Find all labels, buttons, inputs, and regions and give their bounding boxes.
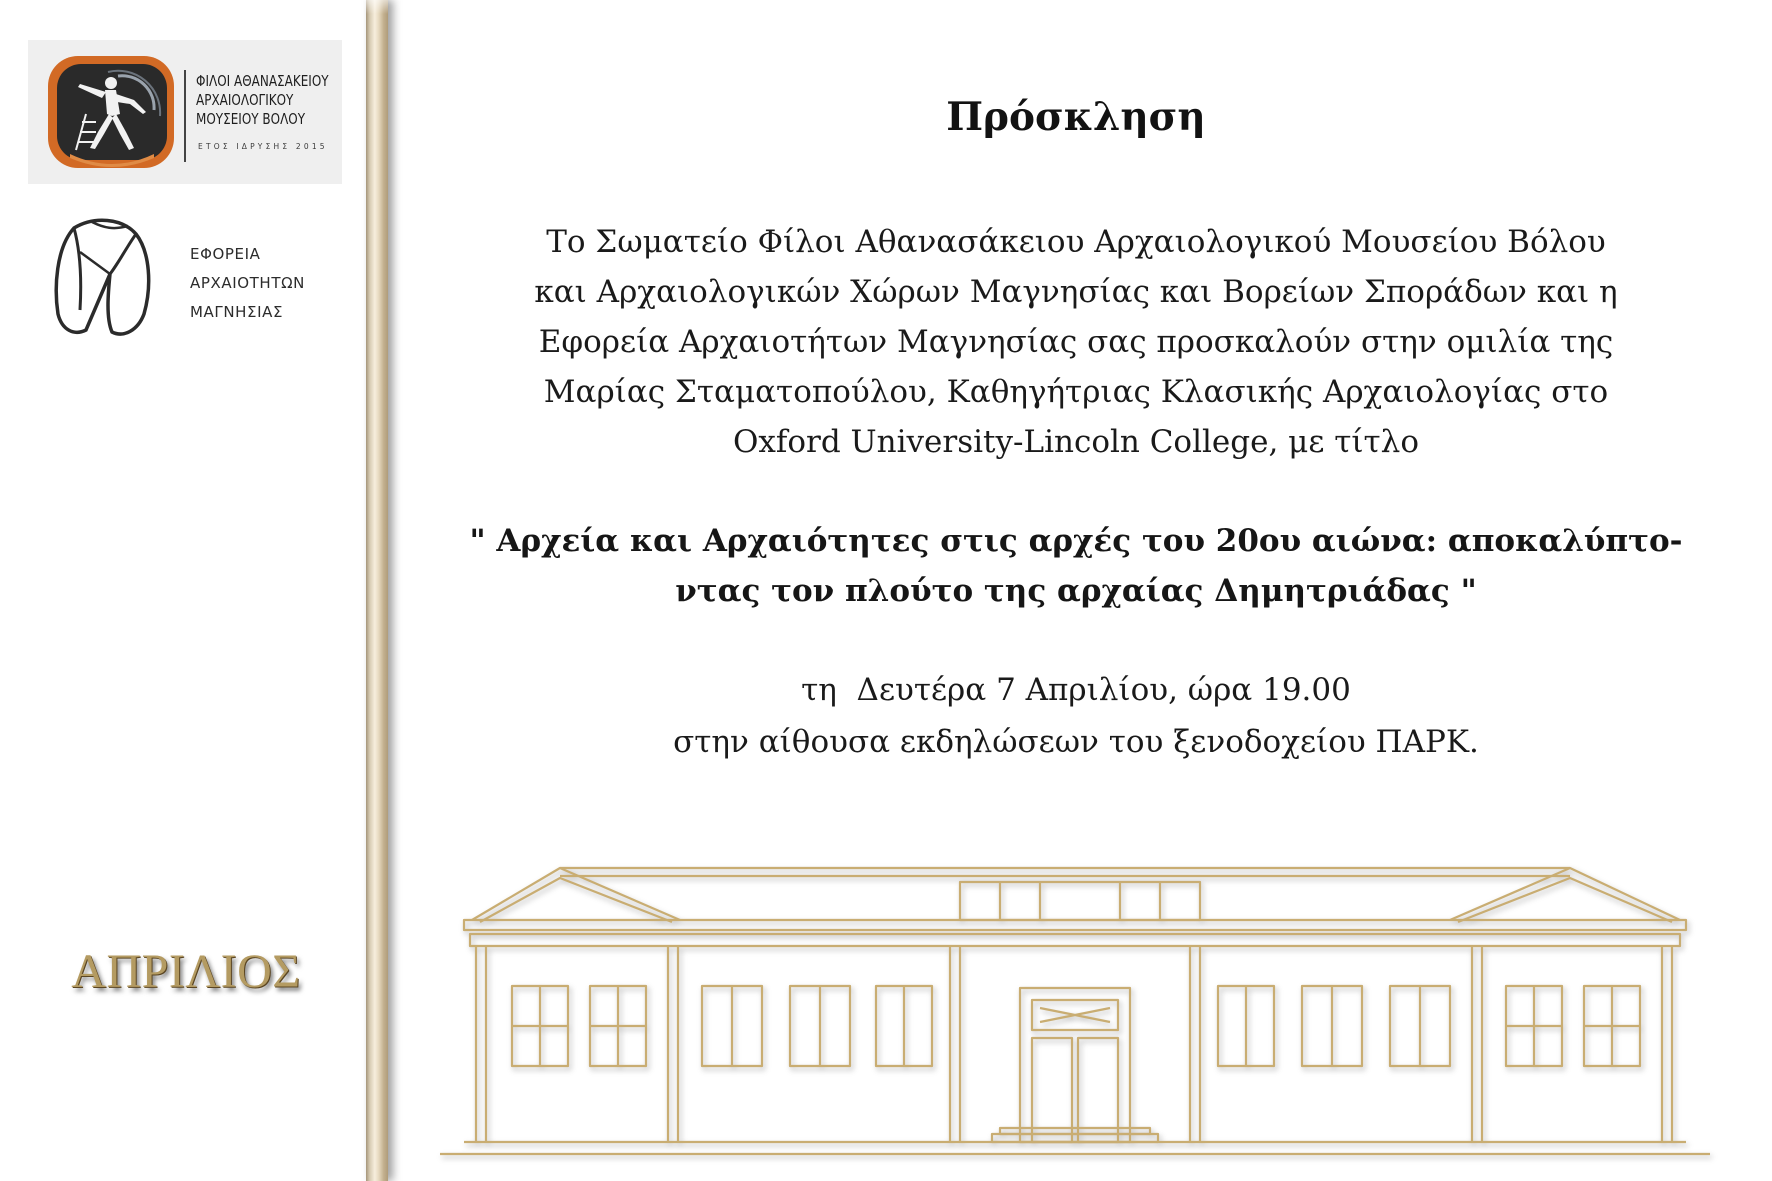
intro-line: Εφορεία Αρχαιοτήτων Μαγνησίας σας προσκαλούν στην ομιλία της [538, 324, 1614, 360]
gold-divider-bar [366, 0, 388, 1181]
invitation-heading: Πρόσκληση [946, 94, 1206, 140]
lecture-title-line: " Αρχεία και Αρχαιότητες στις αρχές του 20ου αιώνα: αποκαλύπτο- [469, 523, 1683, 559]
friends-logo-line: ΦΙΛΟΙ ΑΘΑΝΑΣΑΚΕΙΟΥ [196, 72, 329, 90]
friends-logo-line: ΑΡΧΑΙΟΛΟΓΙΚΟΥ [196, 91, 294, 109]
ephoreia-emblem-icon [52, 214, 156, 342]
friends-logo-founded: ΕΤΟΣ ΙΔΡΥΣΗΣ 2015 [198, 142, 328, 151]
event-venue: στην αίθουσα εκδηλώσεων του ξενοδοχείου ΠΑΡΚ. [673, 724, 1479, 760]
intro-line: Μαρίας Σταματοπούλου, Καθηγήτριας Κλασικής Αρχαιολογίας στο [543, 374, 1609, 410]
month-label: ΑΠΡΙΛΙΟΣ [71, 945, 301, 998]
left-panel [0, 0, 370, 1181]
lecture-title [420, 516, 1732, 616]
ephoreia-logo-line: ΜΑΓΝΗΣΙΑΣ [190, 303, 284, 321]
lecture-title-line: ντας τον πλούτο της αρχαίας Δημητριάδας " [675, 573, 1477, 609]
intro-line: Oxford University-Lincoln College, με τίτλο [732, 424, 1419, 460]
intro-line: και Αρχαιολογικών Χώρων Μαγνησίας και Βορείων Σποράδων και η [534, 274, 1618, 310]
event-details [420, 664, 1732, 768]
invitation-intro [420, 217, 1732, 467]
invitation-content [420, 0, 1732, 800]
friends-logo-line: ΜΟΥΣΕΙΟΥ ΒΟΛΟΥ [196, 110, 306, 128]
intro-line: Το Σωματείο Φίλοι Αθανασάκειου Αρχαιολογικού Μουσείου Βόλου [546, 224, 1606, 260]
friends-logo-text [196, 72, 329, 129]
ephoreia-logo-text [190, 240, 305, 327]
ephoreia-logo-line: ΑΡΧΑΙΟΤΗΤΩΝ [190, 274, 305, 292]
athlete-emblem-icon [42, 50, 182, 174]
gold-bar-highlight [366, 0, 388, 14]
ephoreia-logo [44, 210, 344, 344]
museum-building-illustration [440, 838, 1710, 1168]
ephoreia-logo-line: ΕΦΟΡΕΙΑ [190, 245, 261, 263]
logo-divider [184, 70, 186, 162]
friends-museum-logo [28, 40, 342, 184]
event-date: τη Δευτέρα 7 Απριλίου, ώρα 19.00 [801, 672, 1351, 708]
